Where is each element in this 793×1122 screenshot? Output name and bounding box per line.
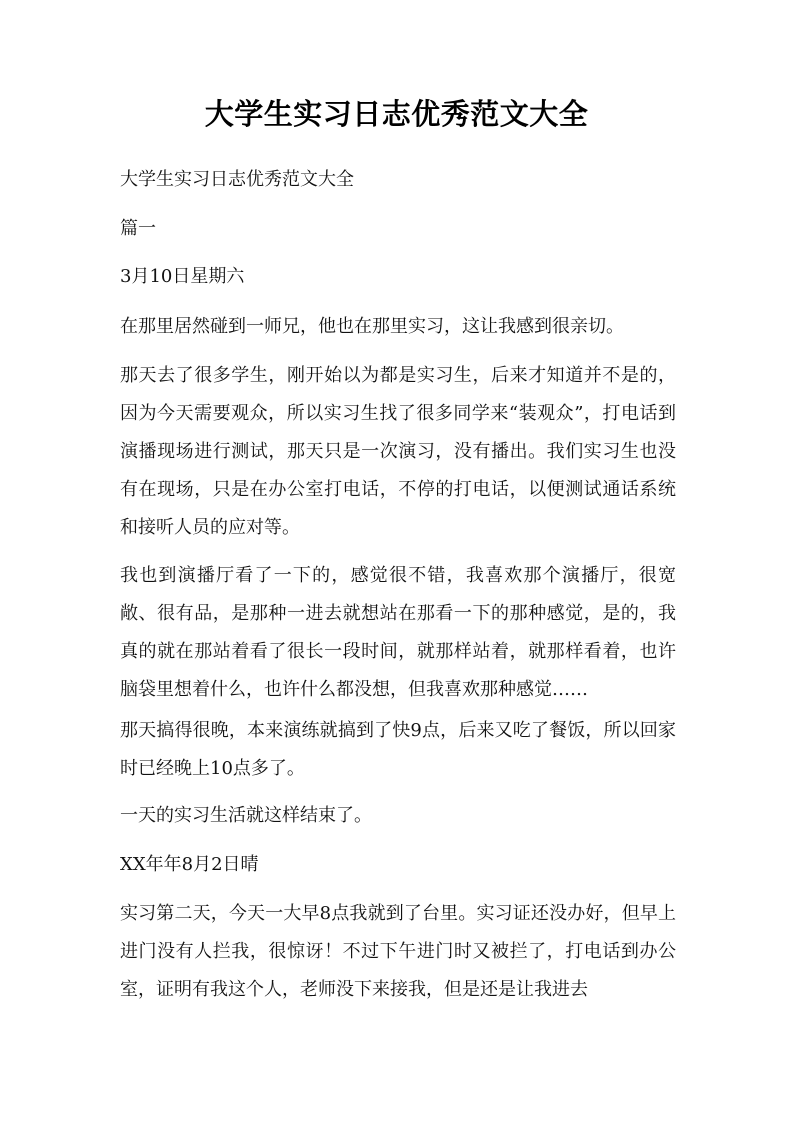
paragraph: 我也到演播厅看了一下的，感觉很不错，我喜欢那个演播厅，很宽敞、很有品，是那种一进去就想站在那看一下的那种感觉，是的，我真的就在那站着看了很长一段时间，就那样站着，就那样看着，也许脑袋里想着什么，也许什么都没想，但我喜欢那种感觉…… [120,565,676,700]
paragraph: 在那里居然碰到一师兄，他也在那里实习，这让我感到很亲切。 [120,316,624,337]
document-subtitle: 大学生实习日志优秀范文大全 [120,169,354,190]
section-heading: 篇一 [120,218,156,239]
entry-date: XX年年8月2日晴 [120,854,259,875]
paragraph: 实习第二天，今天一大早8点我就到了台里。实习证还没办好，但早上进门没有人拦我，很惊讶！不过下午进门时又被拦了，打电话到办公室，证明有我这个人，老师没下来接我，但是还是让我进去 [120,903,676,1000]
document-title: 大学生实习日志优秀范文大全 [204,97,589,131]
paragraph: 那天搞得很晚，本来演练就搞到了快9点，后来又吃了餐饭，所以回家时已经晚上10点多了。 [120,720,676,779]
paragraph: 那天去了很多学生，刚开始以为都是实习生，后来才知道并不是的，因为今天需要观众，所以实习生找了很多同学来“装观众”，打电话到演播现场进行测试，那天只是一次演习，没有播出。我们实习生也没有在现场，只是在办公室打电话，不停的打电话，以便测试通话系统和接听人员的应对等。 [120,365,676,538]
paragraph: 一天的实习生活就这样结束了。 [120,805,372,826]
entry-date: 3月10日星期六 [120,266,245,287]
